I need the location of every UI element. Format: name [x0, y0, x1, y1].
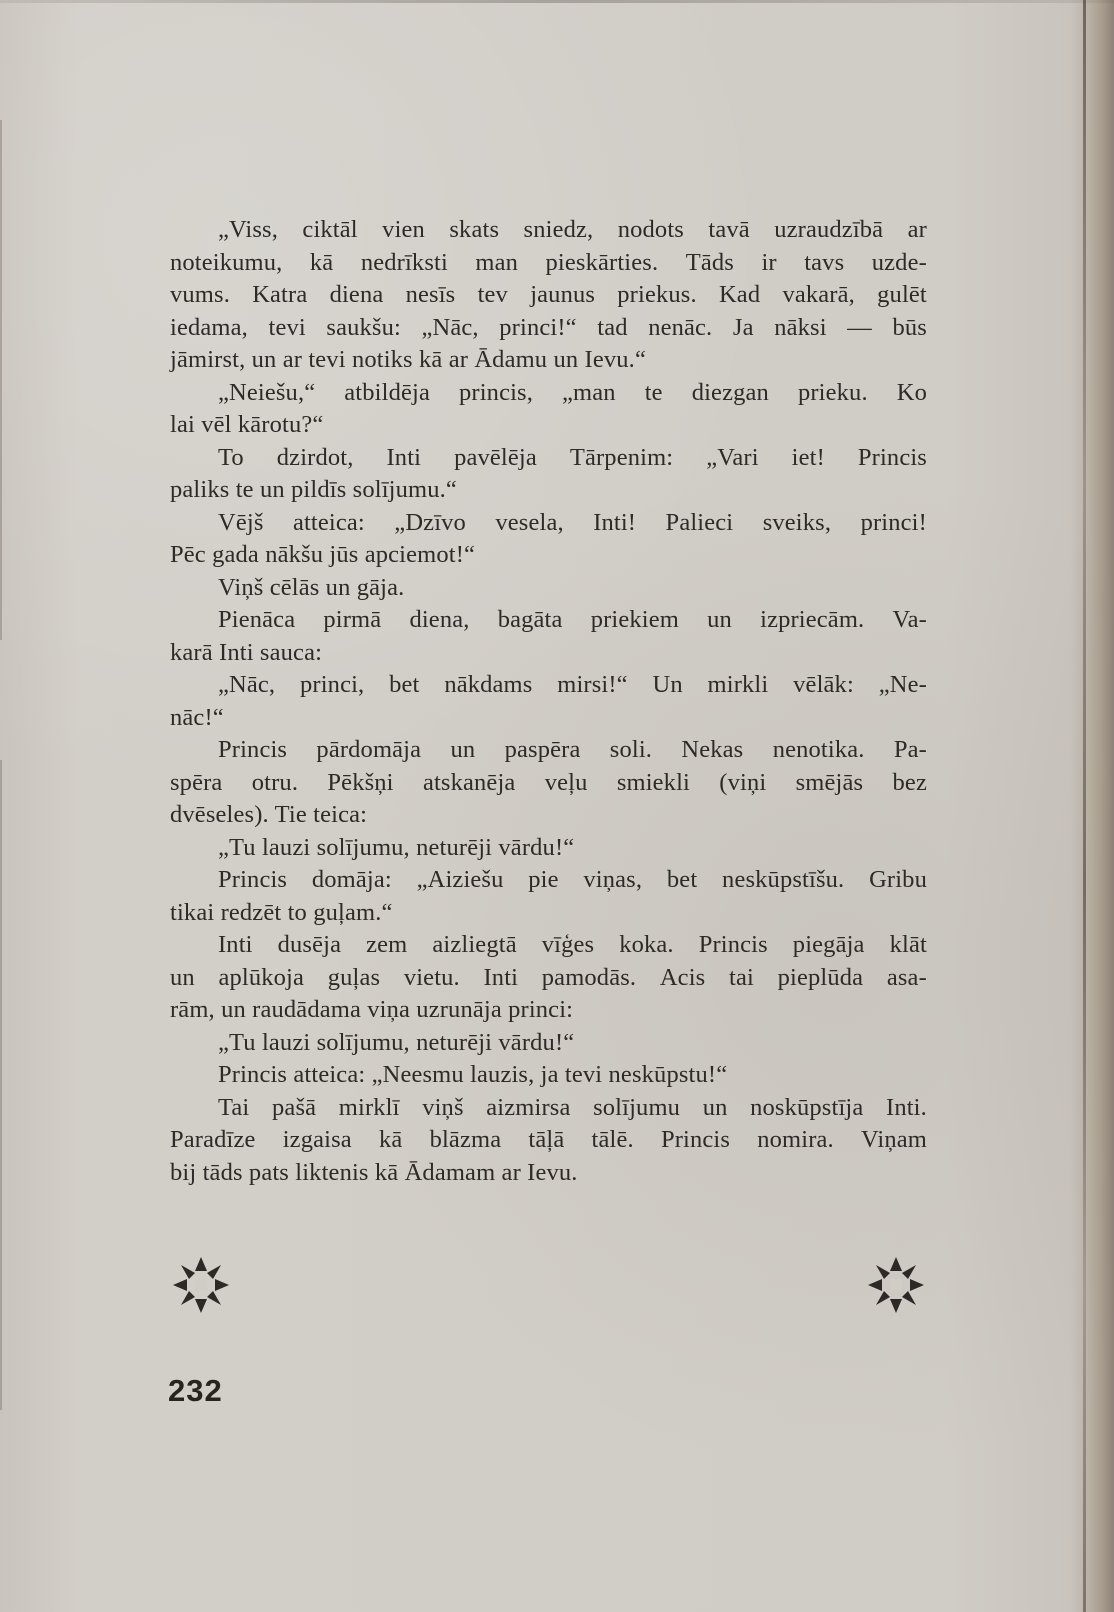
- text-line: „Neiešu,“ atbildēja princis, „man te diezgan prieku. Ko: [218, 378, 927, 406]
- text-line: Pēc gada nākšu jūs apciemot!“: [170, 541, 476, 568]
- text-line: spēra otru. Pēkšņi atskanēja veļu smiekli (viņi smējās bez: [170, 768, 927, 796]
- text-line: Pienāca pirmā diena, bagāta priekiem un izpriecām. Va-: [218, 606, 927, 633]
- text-line: rām, un raudādama viņa uzrunāja princi:: [170, 996, 574, 1023]
- text-line: Vējš atteica: „Dzīvo vesela, Inti! Palieci sveiks, princi!: [218, 508, 927, 536]
- text-line: Princis atteica: „Neesmu lauzis, ja tevi neskūpstu!“: [218, 1061, 728, 1088]
- text-line: bij tāds pats liktenis kā Ādamam ar Ievu.: [170, 1158, 578, 1186]
- text-line: lai vēl kārotu?“: [170, 411, 324, 438]
- text-line: iedama, tevi saukšu: „Nāc, princi!“ tad nenāc. Ja nāksi — būs: [170, 313, 927, 341]
- text-line: Paradīze izgaisa kā blāzma tāļā tālē. Princis nomira. Viņam: [170, 1126, 927, 1153]
- text-line: nāc!“: [170, 703, 224, 731]
- text-line: dvēseles). Tie teica:: [170, 801, 368, 828]
- text-line: Tai pašā mirklī viņš aizmirsa solījumu un noskūpstīja Inti.: [218, 1093, 927, 1121]
- text-line: tikai redzēt to guļam.“: [170, 898, 393, 926]
- text-line: un aplūkoja guļas vietu. Inti pamodās. Acis tai pieplūda asa-: [170, 963, 927, 991]
- text-line: noteikumu, kā nedrīksti man pieskārties. Tāds ir tavs uzde-: [170, 248, 927, 276]
- text-line: „Nāc, princi, bet nākdams mirsi!“ Un mirkli vēlāk: „Ne-: [218, 671, 927, 698]
- text-line: „Tu lauzi solījumu, neturēji vārdu!“: [218, 1028, 575, 1056]
- eight-point-star-ornament-icon: [866, 1255, 926, 1315]
- text-line: jāmirst, un ar tevi notiks kā ar Ādamu un Ievu.“: [170, 346, 646, 373]
- text-line: Princis pārdomāja un paspēra soli. Nekas nenotika. Pa-: [218, 736, 927, 763]
- text-line: Viņš cēlās un gāja.: [218, 573, 405, 601]
- text-line: Princis domāja: „Aiziešu pie viņas, bet neskūpstīšu. Gribu: [218, 866, 927, 893]
- left-edge-mark: [0, 120, 2, 640]
- spine-line: [1083, 0, 1086, 1612]
- text-line: To dzirdot, Inti pavēlēja Tārpenim: „Vari iet! Princis: [218, 443, 927, 471]
- text-line: paliks te un pildīs solījumu.“: [170, 476, 457, 503]
- page-top-edge: [0, 0, 1114, 3]
- text-line: vums. Katra diena nesīs tev jaunus priekus. Kad vakarā, gulēt: [170, 281, 927, 308]
- text-line: Inti dusēja zem aizliegtā vīģes koka. Princis piegāja klāt: [218, 931, 927, 958]
- spine-shadow: [1070, 0, 1114, 1612]
- body-text: [170, 214, 927, 1189]
- eight-point-star-ornament-icon: [171, 1255, 231, 1315]
- text-line: „Tu lauzi solījumu, neturēji vārdu!“: [218, 833, 575, 861]
- text-line: „Viss, ciktāl vien skats sniedz, nodots tavā uzraudzībā ar: [218, 216, 927, 243]
- left-edge-mark: [0, 760, 2, 1410]
- page-number: 232: [168, 1373, 223, 1408]
- text-line: karā Inti sauca:: [170, 638, 323, 666]
